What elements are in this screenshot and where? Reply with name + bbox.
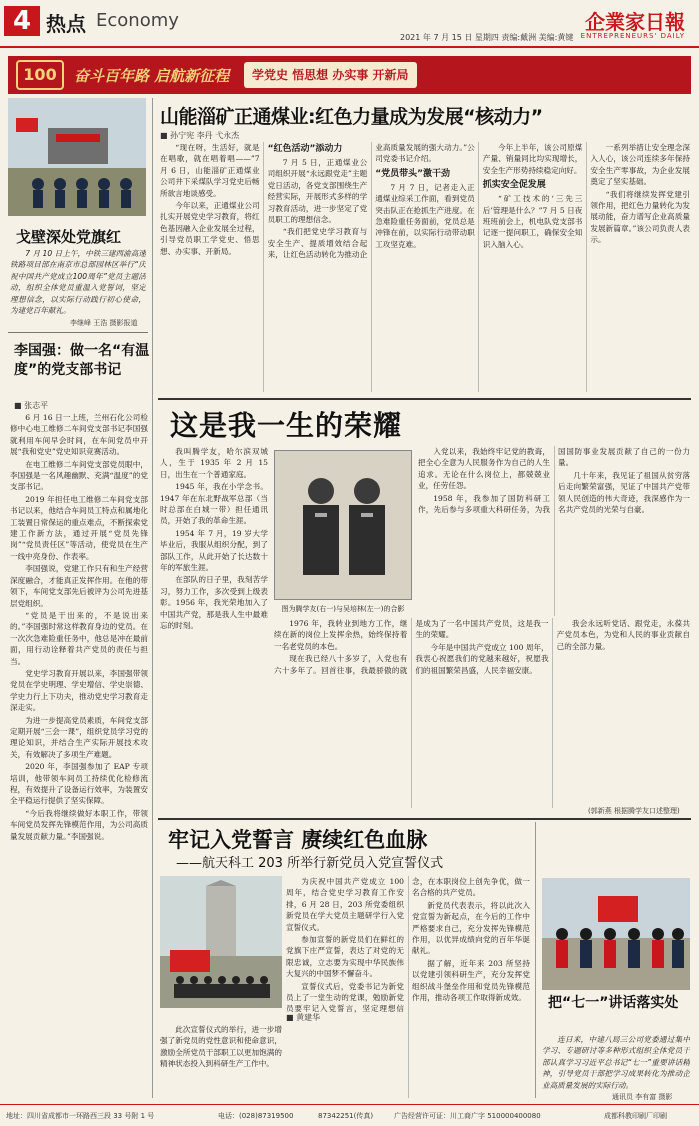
paragraph: 今年上半年，该公司原煤产量、销量同比均实现增长，安全生产形势持续稳定向好。 <box>482 143 583 175</box>
paragraph: 据了解，近年来 203 所坚持以党建引领科研生产，充分发挥党组织战斗堡垒作用和党员先锋模范作用，推动各项工作取得新成效。 <box>412 958 530 1003</box>
bottom-author-name: 黄建华 <box>296 1013 321 1022</box>
footer-fax: 87342251(传真) <box>318 1112 374 1120</box>
bottom-body-lower <box>160 1024 282 1098</box>
bottom-subheadline: ——航天科工 203 所举行新党员入党宣誓仪式 <box>176 856 444 871</box>
page-number: 4 <box>4 6 40 36</box>
construction-site-photo <box>8 98 146 216</box>
honor-body-top-right <box>418 446 690 616</box>
profile-headline-text: 李国强：做一名“有温度”的党支部书记 <box>14 343 150 378</box>
right-lower-credit: 通讯员 李有富 摄影 <box>612 1093 673 1101</box>
honor-body-rest <box>274 618 690 808</box>
honor-headline: 这是我一生的荣耀 <box>170 409 403 442</box>
paragraph: 一系列举措让安全理念深入人心，该公司连续多年保持安全生产零事故，为企业发展奠定了坚实基础。 <box>590 143 690 187</box>
profile-author: ■ 张志平 <box>14 401 49 410</box>
left-top-body: 7 月 10 日上午，中铁三建西渝高速铁路项目部在南京市总部园林区举行“庆祝中国共产党成立100周年”党员主题活动，组织全体党员重温入党誓词，坚定理想信念，以实际行动践行初心使命，为建党百年献礼。 <box>10 249 146 316</box>
section-title: 热点 <box>46 12 86 36</box>
right-lower-headline <box>548 994 688 1012</box>
profile-headline <box>14 342 150 380</box>
bottom-author: ■ 黄建华 <box>286 1013 321 1022</box>
section-subhead: “党员带头”激干劲 <box>375 168 451 179</box>
paragraph: 此次宣誓仪式的举行，进一步增强了新党员的党性意识和使命意识，激励全所党员干部职工以更加饱满的精神状态投入到科研生产工作中。 <box>160 1025 282 1069</box>
right-lower-headline-text: 把“七一”讲话落实处 <box>548 995 679 1011</box>
masthead-rule <box>0 46 699 48</box>
paragraph: “矿工技术的‘三先三后’管理是什么？”7 月 5 日夜班班前会上，机电队党支部书记逐一提问职工，确保安全知识入脑入心。 <box>482 194 583 249</box>
footer-printer: 成都科教印刷厂印刷 <box>604 1112 667 1120</box>
issue-meta: 2021 年 7 月 15 日 星期四 责编:戴洲 美编:黄键 <box>400 33 574 42</box>
paragraph: 李国强说，党建工作只有和生产经营深度融合，才能真正发挥作用。在他的带领下，车间党支部先后被评为公司先进基层党组织。 <box>10 564 148 608</box>
column-rule-right <box>535 822 536 1098</box>
bottom-photo <box>160 876 282 1008</box>
honor-photo-caption: 图为腾学友(右一)与吴培林(左一)的合影 <box>281 605 405 613</box>
footer-license: 广告经营许可证：川工商广字 510000400080 <box>394 1112 541 1120</box>
paragraph: 7 月 5 日，正通煤业公司组织开展“永远跟党走”主题党日活动，各党支部围绕生产经营实际，开展形式多样的学习教育活动，进一步坚定了党员职工的理想信念。 <box>267 158 368 225</box>
centenary-logo: 100 <box>16 60 64 90</box>
paragraph: 我叫腾学友，哈尔滨双城人，生于 1935 年 2 月 15 日，出生在一个普通家庭。 <box>160 447 268 479</box>
paragraph: 1945 年，我在小学念书。1947 年在东北野战军总部（当时总部在白城一带）担任通讯员，开始了我的革命生涯。 <box>160 482 268 526</box>
left-top-credit: 李继峰 王浩 摄影报道 <box>70 319 138 327</box>
right-lower-body: 连日来，中建八局三公司党委通过集中学习、专题研讨等多种形式组织全体党员干部认真学习习近平总书记“七一”重要讲话精神，引导党员干部把学习成果转化为推动企业高质量发展的实际行动。 <box>542 1035 690 1090</box>
column-rule-left <box>152 98 153 1098</box>
paragraph: “今后我将继续做好本职工作，带领车间党员发挥先锋模范作用，为公司高质量发展贡献力量。”李国强说。 <box>10 808 148 841</box>
paragraph: “我们将继续发挥党建引领作用，把红色力量转化为发展动能，奋力谱写企业高质量发展新篇章。”该公司负责人表示。 <box>590 189 690 245</box>
paragraph: 几十年来，我见证了祖国从贫穷落后走向繁荣富强，见证了中国共产党带领人民创造的伟大奇迹，我深感作为一名共产党员的光荣与自豪。 <box>558 470 690 515</box>
paragraph: 为进一步提高党员素质，车间党支部定期开展“三会一课”，组织党员学习党的理论知识，并结合生产实际开展技术攻关，有效解决了多项生产难题。 <box>10 715 148 759</box>
left-top-photo <box>8 98 146 216</box>
paragraph: “我们把党史学习教育与安全生产、提质增效结合起来，让红色活动转化为推动企业高质量发展的强大动力。”公司党委书记介绍。 <box>267 143 475 260</box>
section-subhead: “红色活动”添动力 <box>267 144 343 154</box>
section-subhead: 抓实安全促发展 <box>482 180 546 191</box>
paragraph: 2019 年担任电工维修二车间党支部书记以来，他结合车间员工特点和属地化工装置日常保运的重点难点，不断探索党建工作新方法，通过开展“党员先锋岗”“党员责任区”等活动，使党员在生产一线中亮身份、作表率。 <box>10 494 148 561</box>
paragraph: 新党员代表表示，将以此次入党宣誓为新起点，在今后的工作中严格要求自己，充分发挥先锋模范作用，以优异成绩向党的百年华诞献礼。 <box>412 900 530 956</box>
lead-divider <box>158 398 691 400</box>
lead-body <box>160 142 690 392</box>
bottom-headline: 牢记入党誓言 赓续红色血脉 <box>168 828 428 852</box>
anniversary-banner <box>8 56 691 94</box>
right-lower-photo <box>542 878 690 990</box>
left-top-text <box>10 248 146 316</box>
paragraph: 为庆祝中国共产党成立 100 周年，结合党史学习教育工作安排，6 月 28 日，203 所党委组织新党员在学大党员主题研学行入党宣誓仪式。 <box>286 877 404 932</box>
paragraph: 宣誓仪式后，党委书记为新党员上了一堂生动的党课，勉励新党员要牢记入党誓言，坚定理想信念，在本职岗位上创先争优，做一名合格的共产党员。 <box>286 877 530 1014</box>
paragraph: 今年以来，正通煤业公司扎实开展党史学习教育，将红色基因融入企业发展全过程，引导党员职工学党史、悟思想、办实事、开新局。 <box>160 201 260 256</box>
bottom-body <box>286 876 530 1098</box>
newspaper-logo-en: ENTREPRENEURS' DAILY <box>580 32 685 40</box>
paragraph: 在部队的日子里，我刻苦学习，努力工作，多次受到上级表彰。1956 年，我光荣地加入了中国共产党，那是我人生中最难忘的时刻。 <box>160 575 268 631</box>
lead-byline-name: 孙宁宪 李丹 弋永杰 <box>170 131 240 140</box>
portrait-photo <box>275 451 412 600</box>
group-photo <box>542 878 690 990</box>
lead-byline: ■ 孙宁宪 李丹 弋永杰 <box>160 131 240 140</box>
profile-body <box>10 412 148 1098</box>
newspaper-logo: 企業家日報 <box>585 10 685 34</box>
honor-source: (郭新燕 根据腾学友口述整理) <box>588 807 680 815</box>
paragraph: 1954 年 7 月，19 岁大学毕业后，我服从组织分配，到了部队工作，从此开始了长达数十年的军旅生涯。 <box>160 528 268 573</box>
left-top-headline: 戈壁深处党旗红 <box>16 228 122 246</box>
paragraph: 党史学习教育开展以来，李国强带领党员在学史明理、学史增信、学史崇德、学史力行上下功夫，推动党史学习教育走深走实。 <box>10 668 148 713</box>
banner-slogan: 奋斗百年路 启航新征程 <box>74 67 230 85</box>
page-footer <box>0 1104 699 1126</box>
paragraph: 6 月 16 日一上班，兰州石化公司检修中心电工维修二车间党支部书记李国强就利用车间早会时间，在车间党员中开展“我和党史”党史知识竞赛活动。 <box>10 413 148 457</box>
footer-address: 地址：四川省成都市一环路西三段 33 号附 1 号 <box>6 1112 155 1120</box>
paragraph: “现在呀，生活好，就是在唱歌，就在唱着唱——”7 月 6 日，山能淄矿正通煤业公司井下采煤队学习党史后畅所欲言地谈感受。 <box>160 143 260 198</box>
paragraph: 我会永远听党话、跟党走，永葆共产党员本色，为党和人民的事业贡献自己的全部力量。 <box>556 619 690 651</box>
honor-body-col1 <box>160 446 268 808</box>
left-divider <box>8 332 148 333</box>
lead-headline: 山能淄矿正通煤业:红色力量成为发展“核动力” <box>160 106 543 128</box>
paragraph: “党员是干出来的，不是说出来的。”李国强时常这样教育身边的党员。在一次次急难险重任务中，他总是冲在最前面，用行动诠释着共产党员的责任与担当。 <box>10 610 148 666</box>
honor-divider <box>158 818 691 820</box>
paragraph: 今年是中国共产党成立 100 周年，我衷心祝愿我们的党越来越好，祝愿我们的祖国繁荣昌盛，人民幸福安康。 <box>415 642 549 675</box>
paragraph: 1976 年，我转业到地方工作，继续在新的岗位上发挥余热，始终保持着一名老党员的本色。 <box>274 619 408 651</box>
paragraph: 1958 年，我参加了国防科研工作，先后参与多项重大科研任务，为我国国防事业发展贡献了自己的一份力量。 <box>418 447 690 515</box>
oath-ceremony-photo <box>160 876 282 1008</box>
paragraph: 7 月 7 日，记者走入正通煤业综采工作面，看到党员突击队正在抢抓生产进度。在急难险重任务面前，党员总是冲锋在前，以实际行动带动职工攻坚克难。 <box>375 182 475 249</box>
column-tags: 学党史 悟思想 办实事 开新局 <box>244 62 417 88</box>
honor-photo <box>274 450 412 600</box>
paragraph: 现在我已经八十多岁了，入党也有六十多年了。回首往事，我最骄傲的就是成为了一名中国共产党员，这是我一生的荣耀。 <box>274 619 549 675</box>
right-lower-text <box>542 1034 690 1092</box>
masthead <box>0 0 699 48</box>
profile-author-name: 张志平 <box>24 401 49 410</box>
paragraph: 2020 年，李国强参加了 EAP 专项培训，他带领车间员工持续优化检修流程，有效提升了设备运行效率，为装置安全平稳运行提供了坚实保障。 <box>10 762 148 806</box>
footer-phone: 电话：(028)87319500 <box>218 1112 294 1120</box>
paragraph: 在电工维修二车间党支部党员眼中，李国强是一名风趣幽默、充满“温度”的党支部书记。 <box>10 459 148 492</box>
paragraph: 参加宣誓的新党员们在鲜红的党旗下庄严宣誓，表达了对党的无限忠诚，立志要为实现中华民族伟大复兴的中国梦不懈奋斗。 <box>286 935 404 979</box>
section-title-en: Economy <box>96 10 179 31</box>
paragraph: 入党以来，我始终牢记党的教诲，把全心全意为人民服务作为自己的人生追求。无论在什么岗位上，都兢兢业业，任劳任怨。 <box>418 447 550 491</box>
